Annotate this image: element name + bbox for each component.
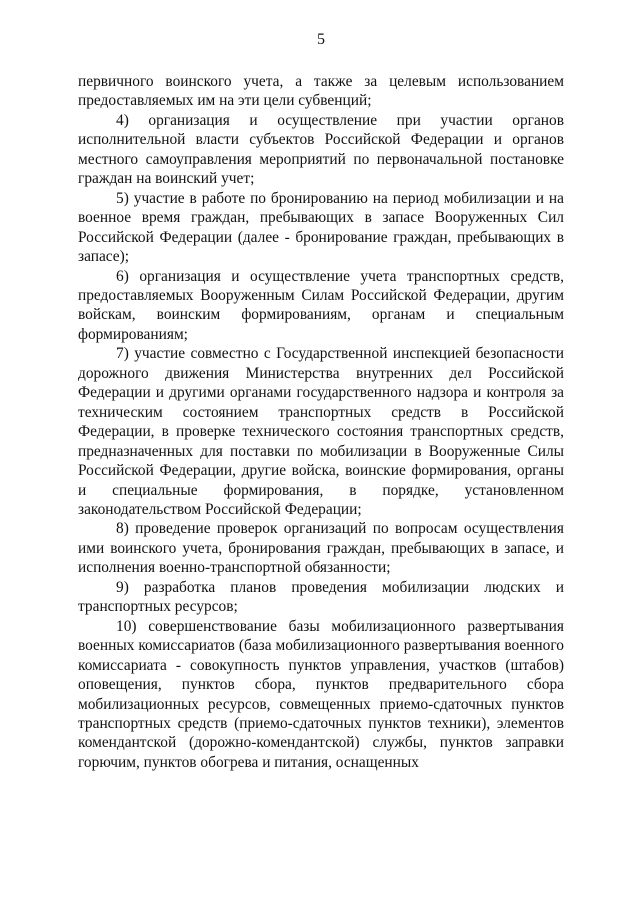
paragraph-item-4: 4) организация и осуществление при участии органов исполнительной власти субъектов Российской Федерации и органов местного самоуправления мероприятий по первоначальной постановке граждан на воинский учет; <box>78 111 564 188</box>
paragraph-item-7: 7) участие совместно с Государственной инспекцией безопасности дорожного движения Министерства внутренних дел Российской Федерации и другими органами государственного надзора и контроля за техническим состоянием транспортных средств в Российской Федерации, в проверке технического состояния транспортных средств, предназначенных для поставки по мобилизации в Вооруженные Силы Российской Федерации, другие войска, воинские формирования, органы и специальные формирования, в порядке, установленном законодательством Российской Федерации; <box>78 345 564 518</box>
paragraph-item-9: 9) разработка планов проведения мобилизации людских и транспортных ресурсов; <box>78 578 564 616</box>
page-number: 5 <box>317 31 325 48</box>
paragraph-item-6: 6) организация и осуществление учета транспортных средств, предоставляемых Вооруженным Силам Российской Федерации, другим войскам, воинским формированиям, органам и специальным формированиям; <box>78 267 564 343</box>
paragraph-item-8: 8) проведение проверок организаций по вопросам осуществления ими воинского учета, бронирования граждан, пребывающих в запасе, и исполнения военно-транспортной обязанности; <box>78 520 564 577</box>
paragraph-continuation: первичного воинского учета, а также за целевым использованием предоставляемых им на эти цели субвенций; <box>78 73 564 110</box>
paragraph-item-5: 5) участие в работе по бронированию на период мобилизации и на военное время граждан, пребывающих в запасе Вооруженных Сил Российской Федерации (далее - бронирование граждан, пребывающих в запасе); <box>78 189 564 266</box>
paragraph-item-10: 10) совершенствование базы мобилизационного развертывания военных комиссариатов (база мобилизационного развертывания военного комиссариата - совокупность пунктов управления, участков (штабов) оповещения, пунктов сбора, пунктов предварительного сбора мобилизационных ресурсов, совмещенных приемо-сдаточных пунктов транспортных средств (приемо-сдаточных пунктов техники), элементов комендантской (дорожно-комендантской) службы, пунктов заправки горючим, пунктов обогрева и питания, оснащенных <box>78 617 564 771</box>
document-page <box>78 30 564 772</box>
